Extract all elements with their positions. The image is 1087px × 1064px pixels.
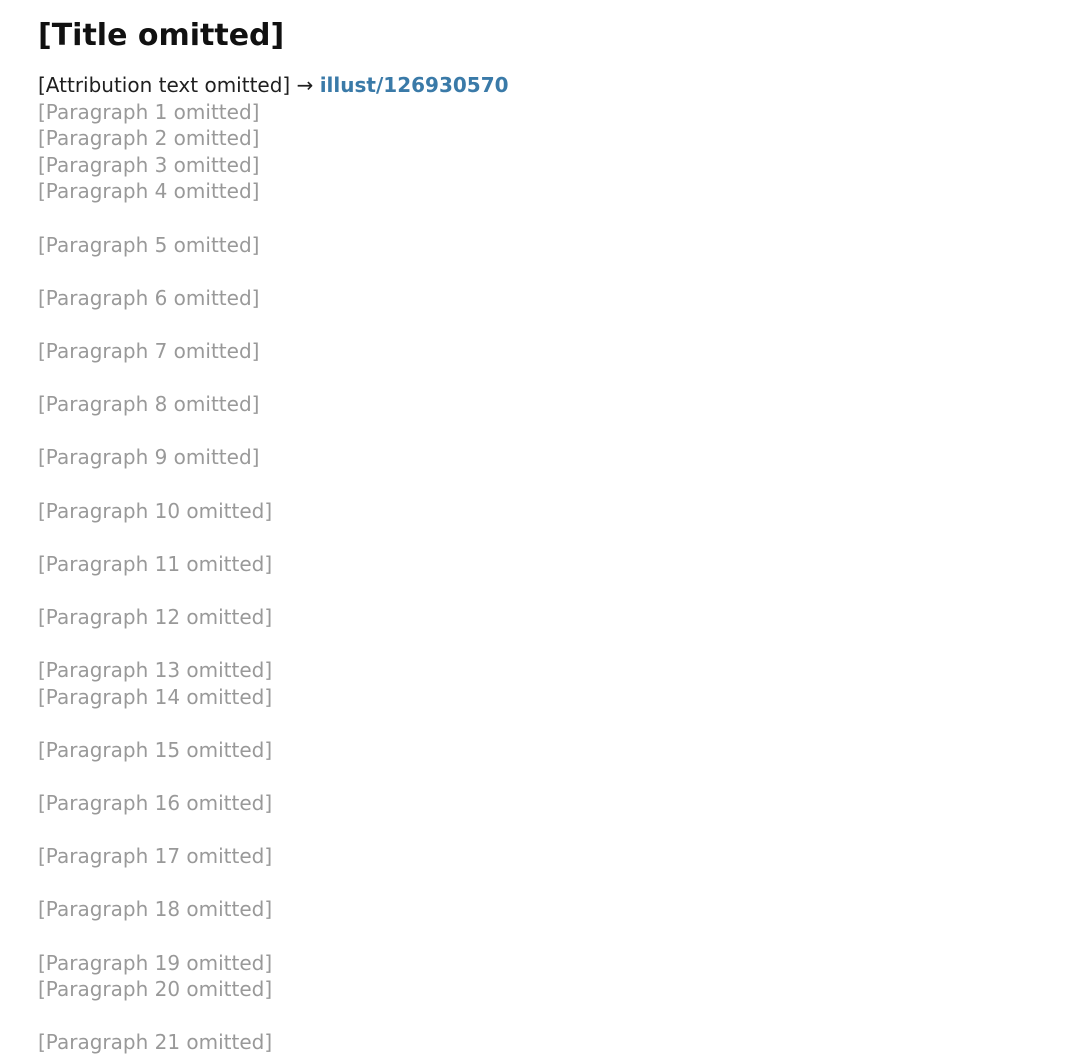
paragraph-continuation (38, 710, 1063, 737)
paragraph-continuation (38, 577, 1063, 604)
paragraph-continuation (38, 471, 1063, 498)
article-title: [Title omitted] (38, 18, 285, 53)
paragraph-text: [Paragraph 7 omitted] (38, 338, 260, 363)
paragraph (38, 790, 1063, 843)
paragraph-text: [Paragraph 9 omitted] (38, 445, 260, 470)
paragraph-continuation (38, 1003, 1063, 1030)
paragraph (38, 896, 1063, 949)
paragraph-text: [Paragraph 6 omitted] (38, 285, 260, 310)
paragraph (38, 285, 1063, 338)
source-line (38, 72, 1063, 99)
article-body (38, 99, 1063, 1056)
paragraph-text: [Paragraph 18 omitted] (38, 897, 273, 922)
paragraph-text: [Paragraph 19 omitted] (38, 950, 273, 975)
paragraph (38, 125, 1063, 152)
paragraph (38, 99, 1063, 126)
paragraph-continuation (38, 311, 1063, 338)
paragraph-text: [Paragraph 21 omitted] (38, 1030, 273, 1055)
paragraph-text: [Paragraph 20 omitted] (38, 977, 273, 1002)
paragraph (38, 178, 1063, 231)
paragraph-text: [Paragraph 13 omitted] (38, 658, 273, 683)
paragraph (38, 657, 1063, 684)
paragraph (38, 737, 1063, 790)
paragraph (38, 338, 1063, 391)
paragraph-text: [Paragraph 10 omitted] (38, 498, 273, 523)
paragraph (38, 1029, 1063, 1056)
paragraph-continuation (38, 923, 1063, 950)
paragraph-continuation (38, 763, 1063, 790)
paragraph-continuation (38, 258, 1063, 285)
paragraph-text: [Paragraph 12 omitted] (38, 604, 273, 629)
paragraph-text: [Paragraph 16 omitted] (38, 791, 273, 816)
paragraph-continuation (38, 630, 1063, 657)
paragraph-text: [Paragraph 2 omitted] (38, 126, 260, 151)
paragraph (38, 843, 1063, 896)
paragraph-text: [Paragraph 1 omitted] (38, 99, 260, 124)
paragraph (38, 152, 1063, 179)
paragraph (38, 551, 1063, 604)
paragraph (38, 391, 1063, 444)
paragraph (38, 950, 1063, 977)
source-prefix: [Attribution text omitted] → (38, 73, 320, 97)
paragraph-text: [Paragraph 14 omitted] (38, 684, 273, 709)
paragraph (38, 976, 1063, 1029)
paragraph (38, 232, 1063, 285)
paragraph-continuation (38, 418, 1063, 445)
paragraph (38, 684, 1063, 737)
paragraph-text: [Paragraph 5 omitted] (38, 232, 260, 257)
paragraph-text: [Paragraph 17 omitted] (38, 844, 273, 869)
paragraph-continuation (38, 524, 1063, 551)
paragraph-text: [Paragraph 3 omitted] (38, 152, 260, 177)
paragraph-text: [Paragraph 8 omitted] (38, 392, 260, 417)
paragraph (38, 498, 1063, 551)
paragraph-text: [Paragraph 15 omitted] (38, 737, 273, 762)
paragraph-continuation (38, 817, 1063, 844)
paragraph-text: [Paragraph 4 omitted] (38, 179, 260, 204)
paragraph-continuation (38, 870, 1063, 897)
paragraph-continuation (38, 365, 1063, 392)
source-link[interactable]: illust/126930570 (319, 73, 509, 97)
paragraph-continuation (38, 205, 1063, 232)
paragraph (38, 444, 1063, 497)
paragraph-text: [Paragraph 11 omitted] (38, 551, 273, 576)
paragraph (38, 604, 1063, 657)
